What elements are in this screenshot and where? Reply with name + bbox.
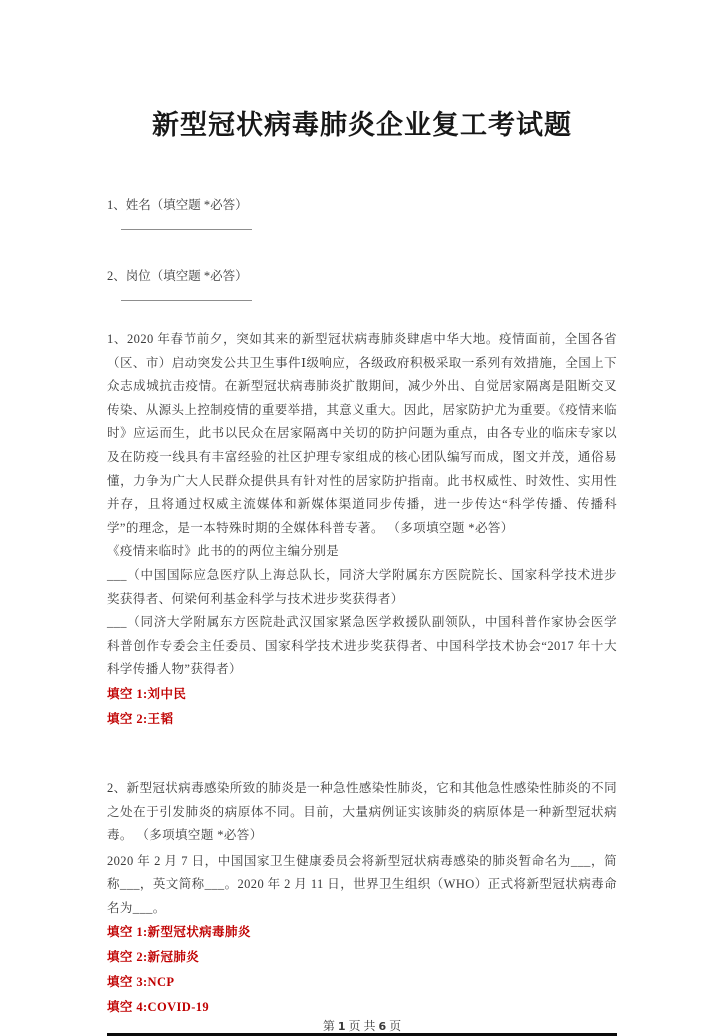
name-answer-blank-line (121, 229, 252, 230)
question-1-answer-2: 填空 2:王韬 (107, 711, 174, 726)
footer-prefix: 第 (322, 1019, 335, 1034)
question-1-text: 1、2020 年春节前夕，突如其来的新型冠状病毒肺炎肆虐中华大地。疫情面前，全国各省（区、市）启动突发公共卫生事件Ⅰ级响应，各级政府积极采取一系列有效措施，全国上下众志成城抗击疫情。在新型冠状病毒肺炎扩散期间，减少外出、自觉居家隔离是阻断交叉传染、从源头上控制疫情的重要举措，其意义重大。因此，居家防护尤为重要。《疫情来临时》应运而生，此书以民众在居家隔离中关切的防护问题为重点，由各专业的临床专家以及在防疫一线具有丰富经验的社区护理专家组成的核心团队编写而成，图文并茂，通俗易懂，力争为广大人民群众提供具有针对性的居家防护指南。此书权威性、时效性、实用性并存，且将通过权威主流媒体和新媒体渠道同步传播，进一步传达“科学传播、传播科学”的理念，是一本特殊时期的全媒体科普专著。 （多项填空题 *必答） (107, 332, 617, 535)
question-name-field (107, 197, 617, 230)
question-position-label: 2、岗位（填空题 *必答） (107, 269, 248, 283)
current-page-number: 1 (337, 1020, 346, 1034)
question-2-block (107, 777, 617, 1021)
position-answer-blank-line (121, 300, 252, 301)
question-2-text: 2、新型冠状病毒感染所致的肺炎是一种急性感染性肺炎，它和其他急性感染性肺炎的不同之处在于引发肺炎的病原体不同。目前，大量病例证实该肺炎的病原体是一种新型冠状病毒。 （多项填空题 *必答） (107, 780, 617, 843)
question-1-block (107, 328, 617, 732)
question-name-label: 1、姓名（填空题 *必答） (107, 198, 248, 212)
question-2-answer-1: 填空 1:新型冠状病毒肺炎 (107, 925, 251, 940)
question-2-answer-3: 填空 3:NCP (107, 975, 175, 990)
question-1-lead: 《疫情来临时》此书的的两位主编分别是 (107, 544, 340, 559)
page-title: 新型冠状病毒肺炎企业复工考试题 (152, 110, 572, 140)
total-page-count: 6 (378, 1020, 387, 1034)
footer-suffix: 页 (389, 1019, 402, 1034)
question-2-answer-4: 填空 4:COVID-19 (107, 1000, 210, 1015)
question-1-blank-1-description: ___（中国国际应急医疗队上海总队长，同济大学附属东方医院院长、国家科学技术进步奖获得者、何梁何利基金科学与技术进步奖获得者） (107, 567, 617, 606)
question-position-field (107, 268, 617, 301)
footer-mid: 页 共 (348, 1019, 376, 1034)
question-2-answer-2: 填空 2:新冠肺炎 (107, 950, 200, 965)
question-1-answer-1: 填空 1:刘中民 (107, 686, 187, 701)
question-1-blank-2-description: ___（同济大学附属东方医院赴武汉国家紧急医学救援队副领队，中国科普作家协会医学科普创作专委会主任委员、国家科学技术进步奖获得者、中国科学技术协会“2017 年十大科学传播人物”获得者） (107, 615, 617, 677)
page-number-footer (107, 1020, 617, 1033)
question-2-subtext: 2020 年 2 月 7 日，中国国家卫生健康委员会将新型冠状病毒感染的肺炎暂命名为___，简称___，英文简称___。2020 年 2 月 11 日，世界卫生组织（WHO）正式将新型冠状病毒命名为___。 (107, 853, 617, 915)
